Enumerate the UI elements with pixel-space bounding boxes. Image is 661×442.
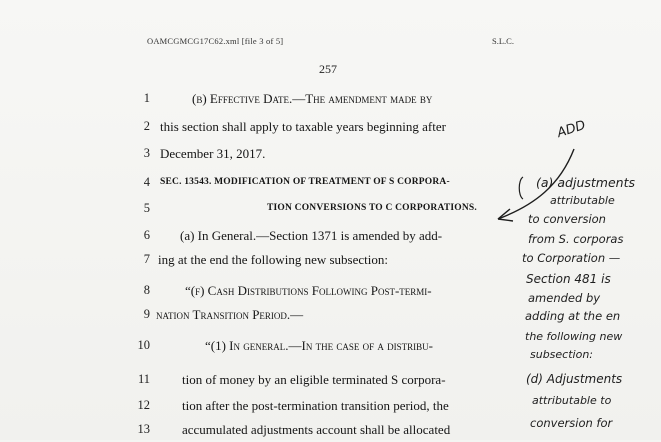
line-number: 4 — [143, 175, 150, 189]
handwritten-note-line: to conversion — [528, 212, 606, 226]
line-text: this section shall apply to taxable years beginning after — [160, 119, 446, 134]
line-number: 7 — [143, 252, 150, 266]
handwritten-note-line: attributable — [550, 194, 615, 207]
section-heading: SEC. 13543. MODIFICATION OF TREATMENT OF S CORPORA- — [160, 177, 450, 187]
page-number: 257 — [319, 62, 337, 76]
file-id-header: OAMCGMCG17C62.xml [file 3 of 5] — [147, 36, 284, 46]
line-text: “(f) Cash Distributions Following Post-termi- — [185, 283, 432, 298]
handwritten-note-line: attributable to — [532, 394, 612, 407]
line-text: nation Transition Period.— — [156, 307, 304, 322]
line-text: accumulated adjustments account shall be allocated — [182, 422, 451, 437]
line-number: 13 — [137, 422, 150, 436]
handwritten-note-line: the following new — [525, 330, 623, 343]
handwritten-note-line: (d) Adjustments — [526, 372, 623, 386]
handwritten-note-line: subsection: — [530, 348, 594, 361]
line-text: (a) In General.—Section 1371 is amended by add- — [180, 228, 443, 243]
line-number: 1 — [143, 91, 150, 105]
line-number: 3 — [143, 146, 150, 160]
line-number: 5 — [143, 201, 150, 215]
line-text: (b) Effective Date.—The amendment made by — [192, 91, 433, 106]
line-number: 9 — [143, 307, 150, 321]
line-text: tion after the post-termination transition period, the — [182, 398, 449, 413]
line-text: ing at the end the following new subsection: — [158, 252, 388, 267]
line-text: December 31, 2017. — [160, 146, 266, 161]
line-number: 2 — [143, 119, 150, 133]
handwritten-note-line: from S. corporas — [528, 232, 624, 246]
line-number: 10 — [137, 338, 150, 352]
line-number: 12 — [137, 398, 150, 412]
handwritten-note-line: (a) adjustments — [536, 175, 635, 190]
line-number: 11 — [137, 372, 150, 386]
office-header: S.L.C. — [492, 36, 514, 46]
note-bracket-icon — [516, 176, 524, 200]
handwritten-note-line: amended by — [528, 291, 601, 305]
handwritten-note-line: adding at the en — [525, 309, 621, 323]
handwritten-note-line: to Corporation — — [522, 251, 621, 265]
line-number: 8 — [143, 283, 150, 297]
line-number: 6 — [143, 228, 150, 242]
handwritten-note-line: Section 481 is — [526, 272, 611, 286]
handwritten-note-line: conversion for — [530, 416, 613, 430]
line-text: tion of money by an eligible terminated S corpora- — [182, 372, 446, 387]
handwritten-add-mark: ADD — [555, 117, 588, 142]
section-heading: TION CONVERSIONS TO C CORPORATIONS. — [267, 203, 477, 213]
line-text: “(1) In general.—In the case of a distribu- — [205, 338, 433, 353]
